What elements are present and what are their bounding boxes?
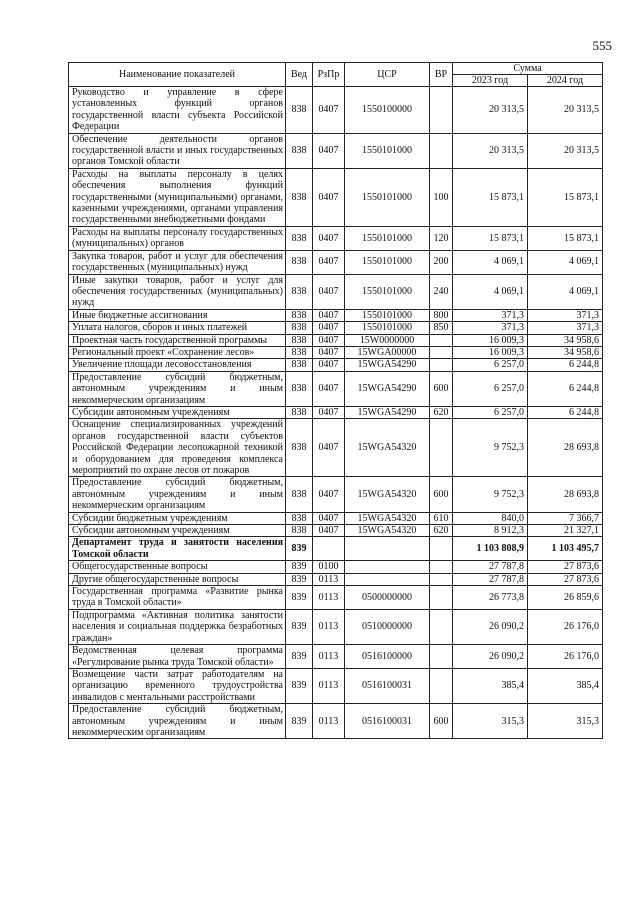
cell-ved: 839 [286,537,313,561]
cell-2024: 4 069,1 [528,250,603,274]
cell-csr: 15WGA54290 [345,371,430,406]
cell-2023: 15 873,1 [453,168,528,226]
cell-name: Общегосударственные вопросы [69,561,286,573]
cell-rzpr: 0407 [313,477,345,512]
table-header [69,63,603,87]
table-row [69,168,603,226]
cell-name: Увеличение площади лесовосстановления [69,359,286,371]
cell-vr [430,346,453,358]
table-row [69,133,603,168]
cell-vr: 800 [430,309,453,321]
cell-2024: 15 873,1 [528,168,603,226]
cell-2023: 6 257,0 [453,371,528,406]
cell-2023: 4 069,1 [453,274,528,309]
cell-csr: 15WGA00000 [345,346,430,358]
cell-ved: 838 [286,334,313,346]
cell-name: Закупка товаров, работ и услуг для обеспечения государственных (муниципальных) нужд [69,250,286,274]
cell-csr: 1550101000 [345,226,430,250]
col-header-rzpr: РзПр [313,63,345,87]
table-row [69,573,603,585]
cell-csr: 0516100031 [345,704,430,739]
cell-2024: 371,3 [528,309,603,321]
cell-rzpr: 0407 [313,250,345,274]
col-header-ved: Вед [286,63,313,87]
cell-2024: 27 873,6 [528,561,603,573]
table-row [69,668,603,703]
cell-ved: 838 [286,346,313,358]
cell-vr [430,573,453,585]
cell-name: Предоставление субсидий бюджетным, автономным учреждениям и иным некоммерческим организациям [69,704,286,739]
cell-ved: 838 [286,512,313,524]
cell-csr: 15WGA54320 [345,512,430,524]
cell-vr: 850 [430,322,453,334]
cell-2024: 27 873,6 [528,573,603,585]
cell-vr [430,586,453,610]
cell-name: Обеспечение деятельности органов государственной власти и иных государственных органов Томской области [69,133,286,168]
cell-vr: 600 [430,371,453,406]
cell-2023: 27 787,8 [453,561,528,573]
cell-vr [430,668,453,703]
table-row [69,586,603,610]
table-row [69,274,603,309]
cell-rzpr: 0407 [313,371,345,406]
table-row [69,525,603,537]
cell-csr: 15WGA54320 [345,419,430,477]
cell-ved: 838 [286,359,313,371]
cell-2024: 20 313,5 [528,87,603,134]
cell-ved: 838 [286,525,313,537]
cell-ved: 838 [286,226,313,250]
cell-csr: 1550101000 [345,309,430,321]
cell-vr [430,87,453,134]
cell-name: Проектная часть государственной программы [69,334,286,346]
cell-2024: 20 313,5 [528,133,603,168]
cell-name: Оснащение специализированных учреждений органов государственной власти субъектов Российской Федерации лесопожарной техникой и оборудованием для проведения комплекса мероприятий по охране лесов от пожаров [69,419,286,477]
cell-ved: 838 [286,309,313,321]
cell-rzpr: 0407 [313,226,345,250]
cell-rzpr: 0113 [313,668,345,703]
cell-csr: 1550101000 [345,274,430,309]
cell-ved: 839 [286,561,313,573]
cell-2024: 6 244,8 [528,406,603,418]
cell-rzpr: 0407 [313,133,345,168]
cell-2023: 9 752,3 [453,477,528,512]
table-row [69,704,603,739]
cell-csr: 15WGA54290 [345,406,430,418]
cell-rzpr: 0407 [313,334,345,346]
table-row [69,334,603,346]
cell-ved: 838 [286,406,313,418]
cell-2023: 27 787,8 [453,573,528,585]
cell-2024: 4 069,1 [528,274,603,309]
cell-rzpr [313,537,345,561]
col-header-csr: ЦСР [345,63,430,87]
cell-2023: 20 313,5 [453,87,528,134]
cell-rzpr: 0407 [313,322,345,334]
cell-rzpr: 0407 [313,419,345,477]
cell-ved: 838 [286,133,313,168]
cell-name: Департамент труда и занятости населения Томской области [69,537,286,561]
cell-vr: 610 [430,512,453,524]
cell-2023: 26 090,2 [453,609,528,644]
table-row [69,322,603,334]
cell-2023: 385,4 [453,668,528,703]
cell-2024: 28 693,8 [528,477,603,512]
cell-csr: 0516100000 [345,645,430,669]
cell-2024: 385,4 [528,668,603,703]
cell-2023: 6 257,0 [453,406,528,418]
cell-csr: 0510000000 [345,609,430,644]
cell-name: Субсидии автономным учреждениям [69,406,286,418]
cell-ved: 838 [286,419,313,477]
cell-rzpr: 0407 [313,512,345,524]
table-row [69,512,603,524]
cell-name: Уплата налогов, сборов и иных платежей [69,322,286,334]
cell-ved: 839 [286,668,313,703]
cell-vr [430,359,453,371]
cell-2023: 840,0 [453,512,528,524]
cell-ved: 838 [286,274,313,309]
col-header-vr: ВР [430,63,453,87]
cell-rzpr: 0407 [313,406,345,418]
cell-name: Расходы на выплаты персоналу в целях обеспечения выполнения функций государственными (муниципальными) органами, казенными учреждениями, органами управления государственными внебюджетными фондами [69,168,286,226]
cell-rzpr: 0113 [313,586,345,610]
cell-csr: 0500000000 [345,586,430,610]
cell-2023: 26 773,8 [453,586,528,610]
cell-csr: 0516100031 [345,668,430,703]
cell-name: Предоставление субсидий бюджетным, автономным учреждениям и иным некоммерческим организациям [69,477,286,512]
table-row [69,537,603,561]
table-row [69,406,603,418]
cell-vr: 240 [430,274,453,309]
cell-ved: 839 [286,609,313,644]
cell-name: Другие общегосударственные вопросы [69,573,286,585]
cell-vr [430,419,453,477]
table-row [69,226,603,250]
cell-2023: 16 009,3 [453,346,528,358]
cell-name: Руководство и управление в сфере установленных функций органов государственной власти субъекта Российской Федерации [69,87,286,134]
cell-name: Подпрограмма «Активная политика занятости населения и социальная поддержка безработных граждан» [69,609,286,644]
cell-2024: 26 176,0 [528,645,603,669]
cell-2024: 7 366,7 [528,512,603,524]
cell-2024: 21 327,1 [528,525,603,537]
cell-rzpr: 0113 [313,704,345,739]
cell-vr [430,645,453,669]
cell-2023: 6 257,0 [453,359,528,371]
cell-name: Предоставление субсидий бюджетным, автономным учреждениям и иным некоммерческим организациям [69,371,286,406]
table-row [69,561,603,573]
table-row [69,477,603,512]
cell-vr [430,334,453,346]
cell-csr [345,573,430,585]
cell-name: Государственная программа «Развитие рынка труда в Томской области» [69,586,286,610]
cell-2023: 20 313,5 [453,133,528,168]
table-row [69,346,603,358]
cell-ved: 839 [286,704,313,739]
col-header-sum: Сумма [453,63,603,75]
cell-rzpr: 0407 [313,168,345,226]
table-body [69,87,603,739]
cell-2024: 26 859,6 [528,586,603,610]
cell-ved: 838 [286,322,313,334]
cell-2023: 15 873,1 [453,226,528,250]
cell-rzpr: 0113 [313,609,345,644]
cell-ved: 838 [286,371,313,406]
cell-vr [430,561,453,573]
cell-csr: 1550101000 [345,250,430,274]
table-row [69,645,603,669]
cell-vr: 200 [430,250,453,274]
cell-ved: 839 [286,645,313,669]
cell-2024: 6 244,8 [528,371,603,406]
cell-2023: 371,3 [453,309,528,321]
cell-csr: 15WGA54320 [345,477,430,512]
cell-csr: 1550100000 [345,87,430,134]
cell-2024: 371,3 [528,322,603,334]
cell-2023: 371,3 [453,322,528,334]
cell-2023: 1 103 808,9 [453,537,528,561]
cell-csr: 15WGA54320 [345,525,430,537]
cell-vr: 600 [430,704,453,739]
table-row [69,87,603,134]
cell-name: Региональный проект «Сохранение лесов» [69,346,286,358]
cell-ved: 839 [286,586,313,610]
cell-ved: 838 [286,250,313,274]
col-header-name: Наименование показателей [69,63,286,87]
table-row [69,371,603,406]
cell-2024: 34 958,6 [528,346,603,358]
cell-csr: 15W0000000 [345,334,430,346]
table-row [69,309,603,321]
cell-2024: 15 873,1 [528,226,603,250]
cell-name: Возмещение части затрат работодателям на организацию временного трудоустройства инвалидов с ментальными расстройствами [69,668,286,703]
cell-vr [430,537,453,561]
cell-name: Субсидии автономным учреждениям [69,525,286,537]
cell-vr: 120 [430,226,453,250]
cell-csr [345,537,430,561]
cell-csr: 1550101000 [345,168,430,226]
cell-rzpr: 0100 [313,561,345,573]
cell-2024: 315,3 [528,704,603,739]
cell-2023: 16 009,3 [453,334,528,346]
cell-rzpr: 0407 [313,309,345,321]
cell-ved: 839 [286,573,313,585]
table-row [69,359,603,371]
cell-2023: 8 912,3 [453,525,528,537]
cell-name: Иные бюджетные ассигнования [69,309,286,321]
table-row [69,609,603,644]
cell-name: Субсидии бюджетным учреждениям [69,512,286,524]
cell-rzpr: 0407 [313,346,345,358]
cell-2024: 28 693,8 [528,419,603,477]
cell-name: Иные закупки товаров, работ и услуг для обеспечения государственных (муниципальных) нужд [69,274,286,309]
col-header-2024: 2024 год [528,75,603,87]
cell-2023: 26 090,2 [453,645,528,669]
cell-2023: 315,3 [453,704,528,739]
page-number: 555 [592,38,612,53]
cell-2023: 9 752,3 [453,419,528,477]
col-header-2023: 2023 год [453,75,528,87]
cell-2024: 26 176,0 [528,609,603,644]
cell-ved: 838 [286,477,313,512]
cell-rzpr: 0113 [313,645,345,669]
cell-csr [345,561,430,573]
cell-2024: 1 103 495,7 [528,537,603,561]
budget-table [68,62,603,739]
cell-vr: 620 [430,406,453,418]
cell-name: Ведомственная целевая программа «Регулирование рынка труда Томской области» [69,645,286,669]
table-row [69,250,603,274]
cell-rzpr: 0407 [313,87,345,134]
cell-vr: 600 [430,477,453,512]
cell-rzpr: 0407 [313,359,345,371]
cell-csr: 1550101000 [345,133,430,168]
cell-ved: 838 [286,87,313,134]
cell-vr: 620 [430,525,453,537]
cell-2023: 4 069,1 [453,250,528,274]
cell-csr: 15WGA54290 [345,359,430,371]
cell-rzpr: 0113 [313,573,345,585]
cell-2024: 34 958,6 [528,334,603,346]
cell-rzpr: 0407 [313,274,345,309]
table-row [69,419,603,477]
cell-ved: 838 [286,168,313,226]
cell-vr: 100 [430,168,453,226]
cell-name: Расходы на выплаты персоналу государственных (муниципальных) органов [69,226,286,250]
cell-vr [430,609,453,644]
cell-rzpr: 0407 [313,525,345,537]
cell-2024: 6 244,8 [528,359,603,371]
cell-csr: 1550101000 [345,322,430,334]
cell-vr [430,133,453,168]
